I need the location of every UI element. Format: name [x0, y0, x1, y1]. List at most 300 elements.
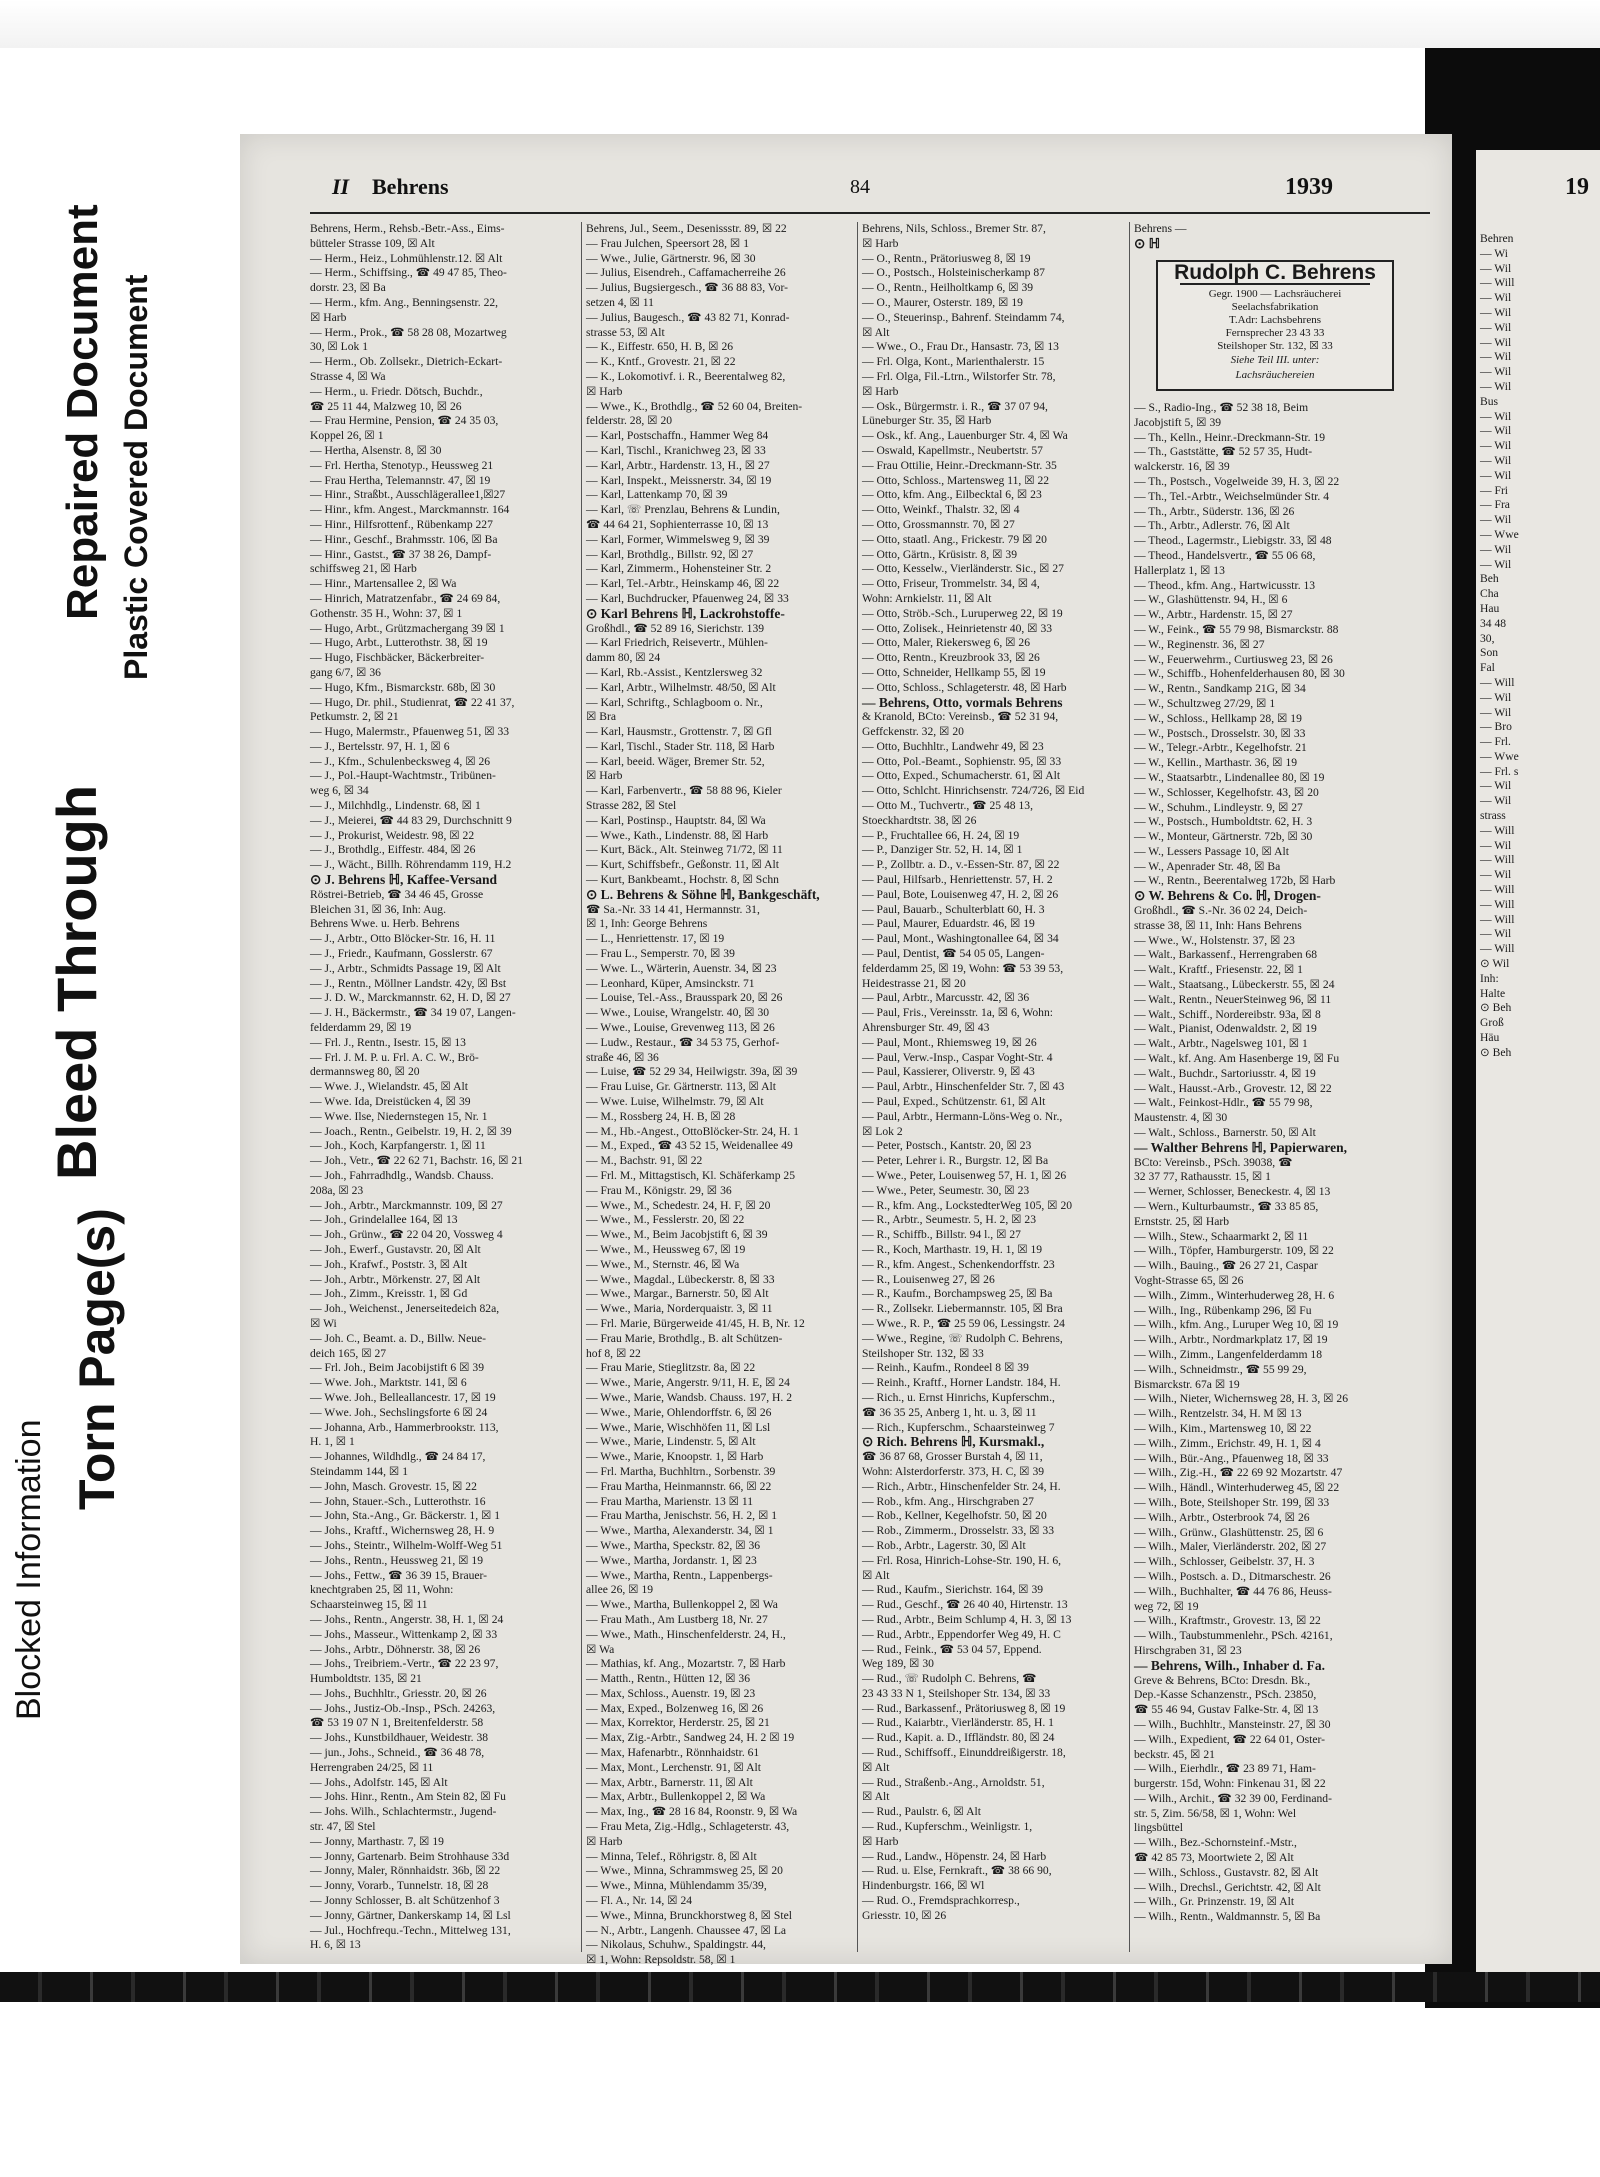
directory-entry: — Max, Mont., Lerchenstr. 91, ☒ Alt	[586, 1760, 761, 1774]
directory-entry: Greve & Behrens, BCto: Dresdn. Bk.,	[1134, 1673, 1311, 1687]
directory-entry: — Wwe. Joh., Sechslingsforte 6 ☒ 24	[310, 1405, 488, 1419]
directory-entry: — Max, Arbtr., Bullenkoppel 2, ☒ Wa	[586, 1790, 766, 1804]
directory-entry: — jun., Johs., Schneid., ☎ 36 48 78,	[310, 1746, 485, 1760]
directory-entry: strasse 38, ☒ 11, Inh: Hans Behrens	[1134, 918, 1302, 932]
directory-entry: — Wilh., Töpfer, Hamburgerstr. 109, ☒ 22	[1134, 1244, 1334, 1258]
directory-entry: — Will	[1480, 942, 1515, 956]
directory-entry: ☒ Harb	[586, 1834, 623, 1848]
directory-entry: — Will	[1480, 912, 1515, 926]
directory-entry: — J. H., Bäckermstr., ☎ 34 19 07, Langen-	[310, 1006, 516, 1020]
directory-entry: Bismarckstr. 67a ☒ 19	[1134, 1377, 1240, 1391]
directory-entry: — J. D. W., Marckmannstr. 62, H. D, ☒ 27	[310, 991, 511, 1005]
directory-entry: Hallerplatz 1, ☒ 13	[1134, 563, 1225, 577]
directory-entry: Humboldtstr. 135, ☒ 21	[310, 1672, 422, 1686]
directory-entry: — Wwe., M., Sternstr. 46, ☒ Wa	[586, 1257, 740, 1271]
directory-entry: — Wil	[1480, 261, 1512, 275]
directory-entry: — Hugo, Arbt., Grützmachergang 39 ☒ 1	[310, 621, 505, 635]
directory-entry: — Frl. Olga, Fil.-Ltrn., Wilstorfer Str. 78,	[862, 369, 1056, 383]
directory-entry: weg 6, ☒ 34	[310, 784, 369, 798]
directory-entry: — Wil	[1480, 305, 1512, 319]
directory-entry: — Rud., Geschf., ☎ 26 40 40, Hirtenstr. 13	[862, 1598, 1068, 1612]
directory-entry: ☒ Harb	[586, 384, 623, 398]
directory-entry: — Hugo, Fischbäcker, Bäckerbreiter-	[310, 651, 485, 665]
directory-entry: — R., kfm. Ang., LockstedterWeg 105, ☒ 20	[862, 1198, 1073, 1212]
directory-entry: — Will	[1480, 853, 1515, 867]
directory-entry: — Wil	[1480, 868, 1512, 882]
directory-entry: — W., Schultzweg 27/29, ☒ 1	[1134, 696, 1276, 710]
directory-entry: — Wilh., Taubstummenlehr., PSch. 42161,	[1134, 1629, 1333, 1643]
directory-entry: ☎ 25 11 44, Malzweg 10, ☒ 26	[310, 399, 462, 413]
directory-entry: — Wilh., Ing., Rübenkamp 296, ☒ Fu	[1134, 1303, 1312, 1317]
directory-entry: — Th., Kelln., Heinr.-Dreckmann-Str. 19	[1134, 430, 1326, 444]
directory-entry: — Karl, Hausmstr., Grottenstr. 7, ☒ Gfl	[586, 725, 772, 739]
directory-entry: Hirschgraben 31, ☒ 23	[1134, 1643, 1242, 1657]
directory-entry: — Frau Marie, Stieglitzstr. 8a, ☒ 22	[586, 1361, 756, 1375]
directory-entry: 30,	[1480, 631, 1495, 645]
directory-entry: — Walt., Buchdr., Sartoriusstr. 4, ☒ 19	[1134, 1066, 1316, 1080]
directory-entry: — Johs., Kraftf., Wichernsweg 28, H. 9	[310, 1524, 495, 1538]
directory-entry: — Wilh., Schlosser, Geibelstr. 37, H. 3	[1134, 1555, 1315, 1569]
directory-entry: — Luise, ☎ 52 29 34, Heilwigstr. 39a, ☒ 39	[586, 1065, 798, 1079]
directory-entry: — Wilh., Kim., Martensweg 10, ☒ 22	[1134, 1421, 1312, 1435]
directory-entry: — Wilh., Drechsl., Gerichtstr. 42, ☒ Alt	[1134, 1880, 1321, 1894]
directory-entry: — Wwe., Martha, Alexanderstr. 34, ☒ 1	[586, 1524, 774, 1538]
directory-entry: — Wwe., Martha, Jordanstr. 1, ☒ 23	[586, 1553, 757, 1567]
advertisement-box	[1156, 260, 1394, 391]
directory-entry: — Wwe., Maria, Norderquaistr. 3, ☒ 11	[586, 1302, 773, 1316]
next-page-year: 19	[1565, 174, 1589, 200]
directory-entry: — Max, Hafenarbtr., Rönnhaidstr. 61	[586, 1746, 760, 1760]
directory-entry: — Jonny, Marthastr. 7, ☒ 19	[310, 1834, 444, 1848]
directory-entry: — Paul, Mont., Washingtonallee 64, ☒ 34	[862, 932, 1059, 946]
directory-entry: — Wwe., R. P., ☎ 25 59 06, Lessingstr. 24	[862, 1316, 1065, 1330]
directory-entry: — Behrens, Otto, vormals Behrens	[862, 694, 1063, 710]
directory-entry: — Wwe., Minna, Mühlendamm 35/39,	[586, 1879, 767, 1893]
directory-entry: hof 8, ☒ 22	[586, 1346, 641, 1360]
directory-entry: — Otto, Exped., Schumacherstr. 61, ☒ Alt	[862, 769, 1061, 783]
directory-entry: ⊙ W. Behrens & Co. ℍ, Drogen-	[1134, 888, 1321, 904]
section-number: II	[332, 174, 350, 199]
directory-entry: — Karl, Arbtr., Hardenstr. 13, H., ☒ 27	[586, 458, 770, 472]
directory-entry: — Julius, Eisendreh., Caffamacherreihe 26	[586, 266, 786, 280]
directory-entry: — Wwe., M., Fesslerstr. 20, ☒ 22	[586, 1213, 745, 1227]
directory-entry: Großhdl., ☎ S.-Nr. 36 02 24, Deich-	[1134, 904, 1308, 918]
directory-entry: Weg 189, ☒ 30	[862, 1657, 934, 1671]
directory-entry: — Karl, Brothdlg., Billstr. 92, ☒ 27	[586, 547, 754, 561]
directory-entry: — Rud. O., Fremdsprachkorresp.,	[862, 1894, 1020, 1908]
directory-entry: — Paul, Exped., Schützenstr. 61, ☒ Alt	[862, 1095, 1046, 1109]
directory-entry: Heidestrasse 21, ☒ 20	[862, 976, 966, 990]
directory-entry: Großhdl., ☎ 52 89 16, Sierichstr. 139	[586, 621, 765, 635]
directory-entry: — Jonny, Gärtner, Dankerskamp 14, ☒ Lsl	[310, 1908, 511, 1922]
directory-entry: — Wil	[1480, 513, 1512, 527]
directory-entry: — Wilh., Kraftmstr., Grovestr. 13, ☒ 22	[1134, 1614, 1321, 1628]
directory-entry: — Wilh., Gr. Prinzenstr. 19, ☒ Alt	[1134, 1895, 1295, 1909]
directory-entry: — Wil	[1480, 379, 1512, 393]
directory-entry: — Wwe., Marie, Wischhöfen 11, ☒ Lsl	[586, 1420, 771, 1434]
directory-entry: — Max, Korrektor, Herderstr. 25, ☒ 21	[586, 1716, 770, 1730]
directory-entry: — Wil	[1480, 468, 1512, 482]
directory-entry: felderstr. 28, ☒ 20	[586, 414, 673, 428]
directory-page	[240, 134, 1452, 1967]
directory-entry: gang 6/7, ☒ 36	[310, 665, 381, 679]
directory-entry: — Wilh., Arbtr., Nordmarkplatz 17, ☒ 19	[1134, 1333, 1328, 1347]
directory-entry: — Joh. C., Beamt. a. D., Billw. Neue-	[310, 1331, 487, 1345]
directory-entry: ⊙ J. Behrens ℍ, Kaffee-Versand	[310, 872, 498, 888]
directory-entry: — J., Arbtr., Otto Blöcker-Str. 16, H. 11	[310, 932, 496, 946]
directory-entry: — Th., Postsch., Vogelweide 39, H. 3, ☒ 22	[1134, 474, 1340, 488]
directory-entry: — Paul, Verw.-Insp., Caspar Voght-Str. 4	[862, 1050, 1053, 1064]
directory-entry: Herrengraben 24/25, ☒ 11	[310, 1760, 434, 1774]
directory-entry: — Walt., Barkassenf., Herrengraben 68	[1134, 948, 1318, 962]
directory-entry: — Wwe., Marie, Angerstr. 9/11, H. E, ☒ 24	[586, 1376, 790, 1390]
directory-entry: — Joh., Ewerf., Gustavstr. 20, ☒ Alt	[310, 1242, 481, 1256]
directory-entry: — Wilh., Bez.-Schornsteinf.-Mstr.,	[1134, 1836, 1297, 1850]
directory-entry: — Wwe. Ilse, Niedernstegen 15, Nr. 1	[310, 1109, 488, 1123]
directory-entry: — L., Henriettenstr. 17, ☒ 19	[586, 932, 725, 946]
directory-entry: — Wilh., Bauing., ☎ 26 27 21, Caspar	[1134, 1259, 1318, 1273]
directory-entry: Geffckenstr. 32, ☒ 20	[862, 725, 964, 739]
directory-entry: — Johs., Adolfstr. 145, ☒ Alt	[310, 1775, 448, 1789]
ad-line: Fernsprecher 23 43 33	[1225, 327, 1325, 340]
directory-entry: ☎ 36 87 68, Grosser Burstah 4, ☒ 11,	[862, 1450, 1043, 1464]
directory-entry: — Wwe. Luise, Wilhelmstr. 79, ☒ Alt	[586, 1095, 764, 1109]
directory-entry: — Max, Zig.-Arbtr., Sandweg 24, H. 2 ☒ 19	[586, 1731, 795, 1745]
directory-entry: Wohn: Arnkielstr. 11, ☒ Alt	[862, 591, 992, 605]
directory-entry: ⊙ L. Behrens & Söhne ℍ, Bankgeschäft,	[586, 886, 820, 902]
directory-entry: — J., Pol.-Haupt-Wachtmstr., Tribünen-	[310, 769, 496, 783]
directory-entry: — Jonny, Vorarb., Tunnelstr. 18, ☒ 28	[310, 1879, 489, 1893]
directory-entry: — Wwe., Marie, Knoopstr. 1, ☒ Harb	[586, 1450, 764, 1464]
directory-entry: — Theod., Lagermstr., Liebigstr. 33, ☒ 48	[1134, 534, 1332, 548]
directory-entry: 23 43 33 N 1, Steilshoper Str. 134, ☒ 33	[862, 1686, 1051, 1700]
directory-entry: — J., Bertelsstr. 97, H. 1, ☒ 6	[310, 739, 450, 753]
directory-entry: — Bro	[1480, 720, 1512, 734]
directory-entry: — Wwe. L., Wärterin, Auenstr. 34, ☒ 23	[586, 961, 777, 975]
directory-entry: — Walt., Kraftf., Friesenstr. 22, ☒ 1	[1134, 963, 1303, 977]
directory-entry: ☒ Bra	[586, 710, 617, 724]
directory-entry: — Max, Ing., ☎ 28 16 84, Roonstr. 9, ☒ Wa	[586, 1805, 798, 1819]
directory-entry: — W., Rentn., Sandkamp 21G, ☒ 34	[1134, 682, 1306, 696]
directory-entry: — Will	[1480, 823, 1515, 837]
directory-entry: 34 48	[1480, 616, 1507, 630]
directory-entry: — Wilh., Zimm., Winterhuderweg 28, H. 6	[1134, 1288, 1335, 1302]
directory-entry: — Wwe., Martha, Bullenkoppel 2, ☒ Wa	[586, 1598, 778, 1612]
directory-entry: — Hugo, Dr. phil., Studienrat, ☎ 22 41 37,	[310, 695, 515, 709]
directory-entry: — Karl, Inspekt., Meissnerstr. 34, ☒ 19	[586, 473, 772, 487]
directory-entry: — Wilh., Buchhalter, ☎ 44 76 86, Heuss-	[1134, 1584, 1332, 1598]
label-repaired-document: Repaired Document	[58, 204, 107, 620]
directory-entry: — R., kfm. Angest., Schenkendorffstr. 23	[862, 1257, 1055, 1271]
directory-entry: — Rud., Landw., Höpenstr. 24, ☒ Harb	[862, 1849, 1047, 1863]
directory-entry: — Walt., Feinkost-Hdlr., ☎ 55 79 98,	[1134, 1096, 1313, 1110]
directory-entry: Strasse 282, ☒ Stel	[586, 799, 677, 813]
directory-entry: — Karl, Tel.-Arbtr., Heinskamp 46, ☒ 22	[586, 577, 780, 591]
directory-entry: Maustenstr. 4, ☒ 30	[1134, 1111, 1228, 1125]
directory-entry: ☎ 42 85 73, Moortwiete 2, ☒ Alt	[1134, 1851, 1294, 1865]
directory-entry: — Walt., Hausst.-Arb., Grovestr. 12, ☒ 22	[1134, 1081, 1332, 1095]
directory-entry: straße 46, ☒ 36	[586, 1050, 659, 1064]
directory-entry: — P., Fruchtallee 66, H. 24, ☒ 19	[862, 828, 1020, 842]
directory-entry: Röstrei-Betrieb, ☎ 34 46 45, Grosse	[310, 887, 484, 901]
directory-entry: — R., Louisenweg 27, ☒ 26	[862, 1272, 995, 1286]
directory-entry: — Rud., Arbtr., Eppendorfer Weg 49, H. C	[862, 1627, 1061, 1641]
directory-entry: — O., Maurer, Osterstr. 189, ☒ 19	[862, 295, 1023, 309]
directory-entry: — Osk., kf. Ang., Lauenburger Str. 4, ☒ Wa	[862, 429, 1068, 443]
column-divider	[581, 222, 582, 1952]
directory-entry: — Rud., Feink., ☎ 53 04 57, Eppend.	[862, 1642, 1042, 1656]
directory-entry: — Herm., Heiz., Lohmühlenstr.12. ☒ Alt	[310, 251, 503, 265]
directory-entry: — Frl. J. M. P. u. Frl. A. C. W., Brö-	[310, 1050, 479, 1064]
directory-entry: knechtgraben 25, ☒ 11, Wohn:	[310, 1583, 454, 1597]
ad-firm-name: Rudolph C. Behrens	[1174, 260, 1376, 284]
directory-entry: — Wwe., O., Frau Dr., Hansastr. 73, ☒ 13	[862, 340, 1059, 354]
directory-entry: str. 5, Zim. 56/58, ☒ 1, Wohn: Wel	[1134, 1806, 1297, 1820]
directory-entry: ☎ Sa.-Nr. 33 14 41, Hermannstr. 31,	[586, 902, 760, 916]
directory-entry: ☒ Alt	[862, 1790, 890, 1804]
directory-entry: beckstr. 45, ☒ 21	[1134, 1747, 1215, 1761]
directory-entry: — R., Arbtr., Seumestr. 5, H. 2, ☒ 23	[862, 1213, 1036, 1227]
directory-entry: ☒ 1, Inh: George Behrens	[586, 917, 708, 931]
directory-entry: — Karl, beeid. Wäger, Bremer Str. 52,	[586, 754, 765, 768]
directory-entry: dorstr. 23, ☒ Ba	[310, 281, 386, 295]
directory-entry: ☎ 36 35 25, Anberg 1, ht. u. 3, ☒ 11	[862, 1405, 1037, 1419]
directory-entry: — Otto, Rentn., Kreuzbrook 33, ☒ 26	[862, 651, 1040, 665]
directory-entry: — Wil	[1480, 794, 1512, 808]
directory-entry: — Wwe., Julie, Gärtnerstr. 96, ☒ 30	[586, 251, 756, 265]
directory-entry: — Jonny Schlosser, B. alt Schützenhof 3	[310, 1894, 500, 1908]
directory-entry: — Joh., Zimm., Kreisstr. 1, ☒ Gd	[310, 1287, 468, 1301]
directory-entry: Steindamm 144, ☒ 1	[310, 1464, 408, 1478]
directory-entry: — Leonhard, Küper, Amsinckstr. 71	[586, 976, 755, 990]
directory-entry: — Frl. s	[1480, 764, 1519, 778]
page-header	[240, 174, 1400, 210]
directory-entry: — Wwe., Marie, Wandsb. Chauss. 197, H. 2	[586, 1390, 793, 1404]
directory-entry: Bus	[1480, 394, 1499, 408]
directory-entry: — Otto, Friseur, Trommelstr. 34, ☒ 4,	[862, 577, 1040, 591]
directory-entry: — Th., Gaststätte, ☎ 52 57 35, Hudt-	[1134, 445, 1313, 459]
directory-entry: — Wil	[1480, 424, 1512, 438]
directory-entry: — Osk., Bürgermstr. i. R., ☎ 37 07 94,	[862, 399, 1048, 413]
directory-entry: — Wwe., K., Brothdlg., ☎ 52 60 04, Breiten-	[586, 399, 803, 413]
directory-entry: — Wil	[1480, 409, 1512, 423]
directory-entry: Ernststr. 25, ☒ Harb	[1134, 1214, 1230, 1228]
directory-entry: — Wwe., Marie, Ohlendorffstr. 6, ☒ 26	[586, 1405, 772, 1419]
directory-entry: — Minna, Telef., Röhrigstr. 8, ☒ Alt	[586, 1849, 757, 1863]
ad-line: Gegr. 1900 — Lachsräucherei	[1208, 288, 1342, 301]
year: 1939	[1285, 174, 1333, 200]
directory-entry: — Wwe., Martha, Rentn., Lappenbergs-	[586, 1568, 773, 1582]
column-divider	[857, 222, 858, 1952]
directory-entry: — Frau Julchen, Speersort 28, ☒ 1	[586, 236, 750, 250]
directory-entry: — O., Steuerinsp., Bahrenf. Steindamm 74,	[862, 310, 1065, 324]
directory-entry: Son	[1480, 646, 1499, 660]
directory-entry: — Wilh., Nieter, Wichernsweg 28, H. 3, ☒ 26	[1134, 1392, 1348, 1406]
directory-entry: — Wwe., Magdal., Lübeckerstr. 8, ☒ 33	[586, 1272, 775, 1286]
directory-entry: — Jul., Hochfrequ.-Techn., Mittelweg 131,	[310, 1923, 511, 1937]
directory-entry: — Wilh., Händl., Winterhuderweg 45, ☒ 22	[1134, 1481, 1340, 1495]
directory-entry: — Frl. Olga, Kont., Marienthalerstr. 15	[862, 355, 1045, 369]
directory-entry: — John, Stauer.-Sch., Lutterothstr. 16	[310, 1494, 486, 1508]
directory-entry: — Joh., Weichenst., Jenerseitedeich 82a,	[310, 1302, 500, 1316]
directory-entry: — Kurt, Bankbeamt., Hochstr. 8, ☒ Schn	[586, 873, 779, 887]
directory-entry: — P., Danziger Str. 52, H. 14, ☒ 1	[862, 843, 1023, 857]
directory-entry: — Wil	[1480, 320, 1512, 334]
directory-entry: — Paul, Dentist, ☎ 54 05 05, Langen-	[862, 947, 1045, 961]
directory-entry: — Wilh., Schneidmstr., ☎ 55 99 29,	[1134, 1362, 1307, 1376]
directory-entry: — Wilh., Grünw., Glashüttenstr. 25, ☒ 6	[1134, 1525, 1324, 1539]
directory-entry: — W., Apenrader Str. 48, ☒ Ba	[1134, 859, 1281, 873]
directory-entry: — Karl, Postinsp., Hauptstr. 84, ☒ Wa	[586, 813, 766, 827]
directory-entry: strasse 53, ☒ Alt	[586, 325, 665, 339]
directory-entry: — Johs., Fettw., ☎ 36 39 15, Brauer-	[310, 1568, 488, 1582]
directory-entry: — Hinr., kfm. Angest., Marckmannstr. 164	[310, 503, 510, 517]
directory-entry: — Julius, Bugsiergesch., ☎ 36 88 83, Vor-	[586, 281, 788, 295]
directory-entry: — Rob., kfm. Ang., Hirschgraben 27	[862, 1494, 1034, 1508]
column-4	[1134, 222, 1392, 1952]
directory-entry: Halte	[1480, 986, 1506, 1000]
directory-entry: — Wilh., Expedient, ☎ 22 64 01, Oster-	[1134, 1732, 1325, 1746]
directory-entry: — Ludw., Restaur., ☎ 34 53 75, Gerhof-	[586, 1035, 780, 1049]
directory-entry: — Frl. M., Mittagstisch, Kl. Schäferkamp 25	[586, 1169, 795, 1182]
directory-entry: ☒ Alt	[862, 1760, 890, 1774]
directory-entry: — Wil	[1480, 453, 1512, 467]
directory-entry: — Wwe. J., Wielandstr. 45, ☒ Alt	[310, 1080, 468, 1094]
directory-entry: — W., Schloss., Hellkamp 28, ☒ 19	[1134, 711, 1302, 725]
directory-entry: — Rob., Arbtr., Lagerstr. 30, ☒ Alt	[862, 1538, 1026, 1552]
directory-entry: — J., Arbtr., Schmidts Passage 19, ☒ Alt	[310, 961, 501, 975]
directory-entry: lingsbüttel	[1134, 1821, 1183, 1835]
directory-entry: — Wilh., Bote, Steilshoper Str. 199, ☒ 33	[1134, 1495, 1330, 1509]
directory-entry: — Otto, Gärtn., Krüsistr. 8, ☒ 39	[862, 547, 1017, 561]
directory-entry: strass	[1480, 809, 1506, 823]
page-number: 84	[850, 176, 870, 198]
directory-entry: — Rich., Kupferschm., Schaarsteinweg 7	[862, 1420, 1055, 1434]
directory-entry: 30, ☒ Lok 1	[310, 340, 369, 354]
directory-entry: — Rich., Arbtr., Hinschenfelder Str. 24, H.	[862, 1479, 1061, 1493]
directory-entry: — Wilh., Rentzelstr. 34, H. M ☒ 13	[1134, 1407, 1302, 1421]
directory-entry: ☎ 55 46 94, Gustav Falke-Str. 4, ☒ 13	[1134, 1703, 1319, 1717]
directory-entry: — Peter, Lehrer i. R., Burgstr. 12, ☒ Ba	[862, 1154, 1049, 1168]
directory-entry: — Wwe., Math., Hinschenfelderstr. 24, H.,	[586, 1627, 786, 1641]
label-bleed-through: Bleed Through	[45, 784, 108, 1180]
directory-entry: — K., Eiffestr. 650, H. B, ☒ 26	[586, 340, 734, 354]
directory-entry: — O., Postsch., Holsteinischerkamp 87	[862, 266, 1045, 280]
directory-entry: — Will	[1480, 276, 1515, 290]
directory-entry: ☎ 53 19 07 N 1, Breitenfelderstr. 58	[310, 1716, 484, 1730]
directory-entry: — Karl, Arbtr., Wilhelmstr. 48/50, ☒ Alt	[586, 680, 776, 694]
directory-entry: felderdamm 25, ☒ 19, Wohn: ☎ 53 39 53,	[862, 961, 1064, 975]
directory-entry: — Wwe., Marie, Lindenstr. 5, ☒ Alt	[586, 1435, 756, 1449]
directory-entry: — Walt., Schiff., Nordereibstr. 93a, ☒ 8	[1134, 1007, 1321, 1021]
ad-divider	[1180, 283, 1370, 285]
directory-entry: — Rud., Kupferschm., Weinligstr. 1,	[862, 1820, 1033, 1834]
directory-entry: — W., Feink., ☎ 55 79 98, Bismarckstr. 88	[1134, 622, 1339, 636]
directory-entry: Jacobjstift 5, ☒ 39	[1134, 415, 1222, 429]
directory-entry: — Fl. A., Nr. 14, ☒ 24	[586, 1894, 693, 1908]
directory-entry: — W., Monteur, Gärtnerstr. 72b, ☒ 30	[1134, 830, 1313, 844]
directory-entry: — R., Kaufm., Borchampsweg 25, ☒ Ba	[862, 1287, 1053, 1301]
directory-entry: — Otto, Schloss., Schlageterstr. 48, ☒ Harb	[862, 680, 1067, 694]
directory-entry: — W., Staatsarbtr., Lindenallee 80, ☒ 19	[1134, 770, 1325, 784]
directory-entry: — Joach., Rentn., Geibelstr. 19, H. 2, ☒ 39	[310, 1124, 512, 1138]
directory-entry: — Hinr., Martensallee 2, ☒ Wa	[310, 577, 457, 591]
directory-entry: — Hinr., Hilfsrottenf., Rübenkamp 227	[310, 517, 493, 531]
directory-entry: — Wwe., Regine, ☏ Rudolph C. Behrens,	[862, 1331, 1063, 1345]
directory-entry: — Otto, kfm. Ang., Eilbecktal 6, ☒ 23	[862, 488, 1042, 502]
directory-entry: — Wwe., M., Heussweg 67, ☒ 19	[586, 1242, 746, 1256]
directory-entry: weg 72, ☒ 19	[1134, 1599, 1199, 1613]
column-divider	[1129, 222, 1130, 1952]
directory-entry: — Frl. J., Rentn., Isestr. 15, ☒ 13	[310, 1035, 466, 1049]
column-1	[310, 222, 578, 1952]
directory-entry: — Wwe. Joh., Marktstr. 141, ☒ 6	[310, 1376, 467, 1390]
directory-entry: — Karl, ☏ Prenzlau, Behrens & Lundin,	[586, 503, 780, 517]
directory-entry: Hindenburgstr. 166, ☒ Wl	[862, 1879, 985, 1893]
directory-entry: — John, Sta.-Ang., Gr. Bäckerstr. 1, ☒ 1	[310, 1509, 501, 1523]
directory-entry: — Rud., Kaufm., Sierichstr. 164, ☒ 39	[862, 1583, 1044, 1597]
scan-top-margin	[0, 0, 1600, 48]
directory-entry: — Herm., Ob. Zollsekr., Dietrich-Eckart-	[310, 355, 503, 369]
directory-entry: Wohn: Alsterdorferstr. 373, H. C, ☒ 39	[862, 1464, 1045, 1478]
directory-entry: — Johs., Buchhltr., Griesstr. 20, ☒ 26	[310, 1686, 487, 1700]
directory-entry: — Fra	[1480, 498, 1510, 512]
directory-entry: — Joh., Koch, Karpfangerstr. 1, ☒ 11	[310, 1139, 486, 1153]
directory-entry: — Johs., Rentn., Heussweg 21, ☒ 19	[310, 1553, 484, 1567]
directory-entry: — W., Postsch., Humboldtstr. 62, H. 3	[1134, 815, 1313, 829]
directory-entry: — Wilh., Arbtr., Osterbrook 74, ☒ 26	[1134, 1510, 1310, 1524]
directory-entry: — J., Kfm., Schulenbecksweg 4, ☒ 26	[310, 754, 491, 768]
directory-entry: ⊙ Rich. Behrens ℍ, Kursmakl.,	[862, 1434, 1045, 1450]
directory-entry: ☎ 44 64 21, Sophienterrasse 10, ☒ 13	[586, 517, 769, 531]
directory-entry: — Otto, Kesselw., Vierländerstr. Sic., ☒ 27	[862, 562, 1064, 576]
directory-entry: — Max, Arbtr., Barnerstr. 11, ☒ Alt	[586, 1775, 753, 1789]
directory-entry: Behrens, Jul., Seem., Desenissstr. 89, ☒ 22	[586, 222, 787, 235]
directory-entry: — Th., Tel.-Arbtr., Weichselmünder Str. 4	[1134, 489, 1330, 503]
directory-entry: — Rob., Kellner, Kegelhofstr. 50, ☒ 20	[862, 1509, 1047, 1523]
directory-entry: — Karl, Rb.-Assist., Kentzlersweg 32	[586, 665, 763, 679]
directory-entry: Inh:	[1480, 971, 1499, 985]
directory-entry: — Wern., Kulturbaumstr., ☎ 33 85 85,	[1134, 1200, 1319, 1214]
directory-entry: — Paul, Hilfsarb., Henriettenstr. 57, H. 2	[862, 873, 1053, 887]
directory-entry: — Otto, Buchhltr., Landwehr 49, ☒ 23	[862, 739, 1044, 753]
directory-entry: — W., Schuhm., Lindleystr. 9, ☒ 27	[1134, 800, 1303, 814]
directory-entry: — Wwe., M., Schedestr. 24, H. F, ☒ 20	[586, 1198, 771, 1212]
directory-entry: — Joh., Grindelallee 164, ☒ 13	[310, 1213, 458, 1227]
directory-entry: — Hinr., Straßbt., Ausschlägerallee1,☒27	[310, 488, 506, 502]
directory-entry: — Karl, Schriftg., Schlagboom o. Nr.,	[586, 695, 763, 709]
scan-bottom-strip	[0, 1972, 1600, 2002]
directory-entry: — Rud., ☏ Rudolph C. Behrens, ☎	[862, 1672, 1037, 1686]
directory-entry: — Hugo, Arbt., Lutterothstr. 38, ☒ 19	[310, 636, 488, 650]
directory-entry: — W., Postsch., Drosselstr. 30, ☒ 33	[1134, 726, 1306, 740]
directory-entry: — Hinrich, Matratzenfabr., ☎ 24 69 84,	[310, 591, 501, 605]
directory-entry: — Matth., Rentn., Hütten 12, ☒ 36	[586, 1672, 750, 1686]
directory-entry: — Reinh., Kraftf., Horner Landstr. 184, H.	[862, 1376, 1061, 1390]
directory-entry: — Joh., Fahrradhdlg., Wandsb. Chauss.	[310, 1169, 494, 1182]
directory-entry: — Wilh., Buchhltr., Mansteinstr. 27, ☒ 30	[1134, 1717, 1331, 1731]
directory-entry: — P., Zollbtr. a. D., v.-Essen-Str. 87, ☒ 22	[862, 858, 1060, 872]
directory-entry: — Paul, Arbtr., Hermann-Löns-Weg o. Nr.,	[862, 1109, 1063, 1123]
directory-entry: — Th., Arbtr., Adlerstr. 76, ☒ Alt	[1134, 519, 1290, 533]
directory-entry: Behrens Wwe. u. Herb. Behrens	[310, 917, 460, 931]
directory-entry: — Hinr., Gastst., ☎ 37 38 26, Dampf-	[310, 547, 492, 561]
directory-entry: — J., Friedr., Kaufmann, Gosslerstr. 67	[310, 947, 493, 961]
directory-entry: ⊙ ℍ	[1134, 235, 1161, 251]
directory-entry: — Johs., Masseur., Wittenkamp 2, ☒ 33	[310, 1627, 498, 1641]
directory-entry: — W., Feuerwehrm., Curtiusweg 23, ☒ 26	[1134, 652, 1333, 666]
directory-entry: — Wil	[1480, 838, 1512, 852]
